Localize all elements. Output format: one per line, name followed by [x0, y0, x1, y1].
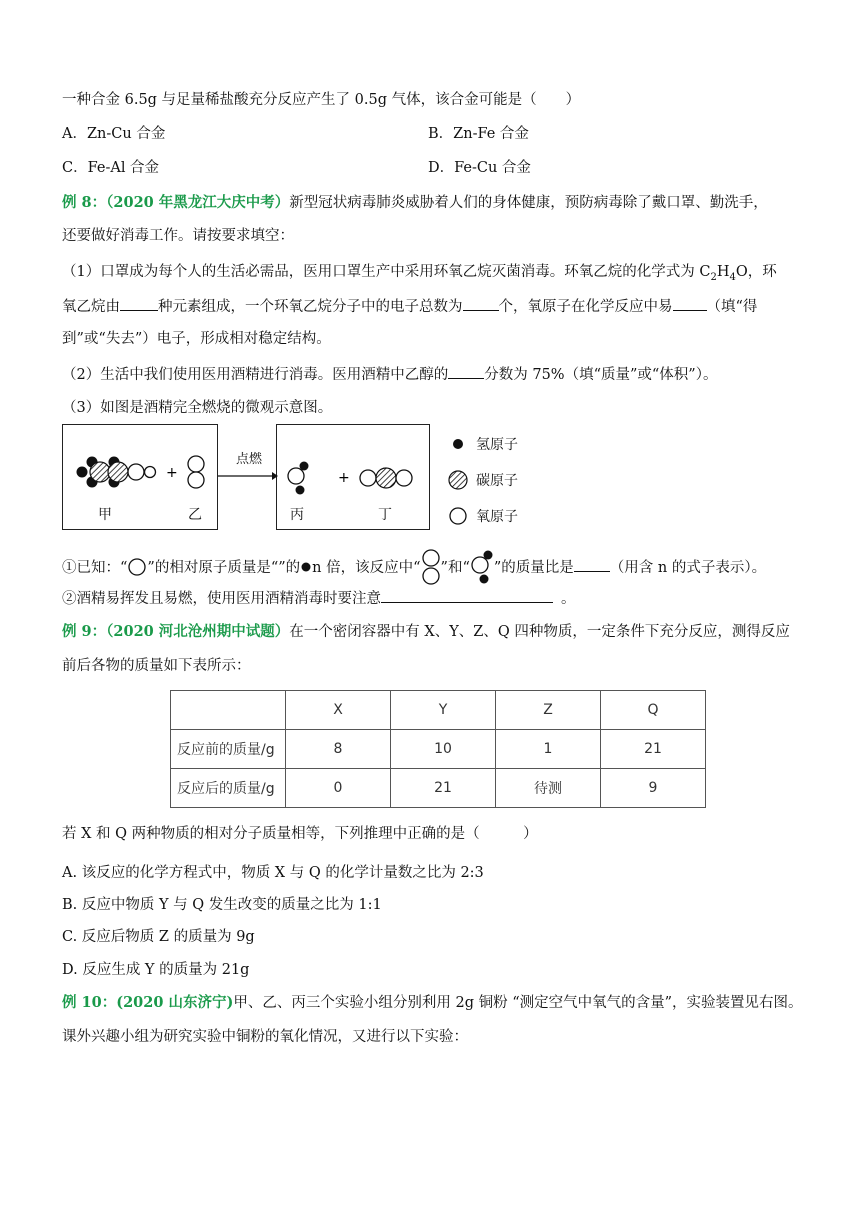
table-header-cell: X — [286, 691, 391, 730]
table-cell: 21 — [391, 769, 496, 808]
ex9-intro-line-2: 前后各物的质量如下表所示： — [62, 658, 251, 674]
table-cell: 待测 — [496, 769, 601, 808]
legend-oxygen: 氧原子 — [476, 509, 518, 525]
sub1-text-e: ”的质量比是 — [493, 560, 574, 576]
option-c: C．Fe-Al 合金 — [62, 160, 160, 176]
sub1-text-c: n 倍，该反应中“ — [312, 560, 421, 576]
hydrogen-atom-icon — [300, 560, 312, 574]
ex8-sub-1 — [62, 549, 766, 585]
label-ding: 丁 — [378, 507, 392, 523]
plus-sign: + — [166, 465, 178, 481]
ex8-q1-line-1 — [62, 262, 777, 288]
mass-table — [170, 690, 706, 808]
q1-text-b: O，环 — [735, 264, 777, 280]
q1-line2-d: （填“得 — [706, 299, 758, 315]
ex9-option-d: D. 反应生成 Y 的质量为 21g — [62, 962, 250, 978]
answer-blank[interactable] — [463, 296, 499, 311]
table-cell: 21 — [601, 730, 706, 769]
ethanol-molecule — [77, 457, 156, 488]
answer-blank[interactable] — [574, 557, 610, 572]
ex8-q1-line-2 — [62, 296, 757, 317]
q2-text-b: 分数为 75%（填“质量”或“体积”）。 — [484, 367, 718, 383]
q1-line2-b: 种元素组成，一个环氧乙烷分子中的电子总数为 — [158, 299, 463, 315]
ex10-label: 例 10：(2020 山东济宁) — [62, 994, 234, 1011]
legend-carbon: 碳原子 — [476, 473, 518, 489]
intro-question: 一种合金 6.5g 与足量稀盐酸充分反应产生了 0.5g 气体，该合金可能是（ ） — [62, 92, 581, 108]
q1-sub-1: 2 — [710, 271, 717, 283]
q1-line2-c: 个，氧原子在化学反应中易 — [498, 299, 673, 315]
table-cell: 0 — [286, 769, 391, 808]
ex9-option-c: C. 反应后物质 Z 的质量为 9g — [62, 929, 255, 945]
table-header-cell — [171, 691, 286, 730]
water-molecule-icon — [470, 549, 494, 585]
table-row — [171, 730, 706, 769]
oxygen-molecule — [188, 456, 204, 488]
sub1-text-f: （用含 n 的式子表示）。 — [609, 560, 767, 576]
q1-line2-a: 氧乙烷由 — [62, 299, 120, 315]
ex8-text-1: 新型冠状病毒肺炎威胁着人们的身体健康，预防病毒除了戴口罩、勤洗手， — [289, 195, 768, 211]
legend-hydrogen: 氢原子 — [476, 437, 518, 453]
arrow-label: 点燃 — [236, 452, 263, 467]
ex9-option-b: B. 反应中物质 Y 与 Q 发生改变的质量之比为 1:1 — [62, 897, 382, 913]
option-b: B．Zn-Fe 合金 — [428, 126, 529, 142]
sub1-text-d: ”和“ — [440, 560, 470, 576]
intro-options-row-2 — [62, 158, 531, 178]
table-cell: 8 — [286, 730, 391, 769]
ex8-intro-line-1 — [62, 193, 768, 213]
hydrogen-legend-icon — [453, 439, 463, 449]
sub1-text-b: ”的相对原子质量是“”的 — [147, 560, 301, 576]
ex9-label: 例 9：（2020 河北沧州期中试题） — [62, 623, 290, 640]
ex8-intro-line-2: 还要做好消毒工作。请按要求填空： — [62, 228, 294, 244]
oxygen-molecule-icon — [421, 549, 441, 585]
ex10-intro-line-1 — [62, 993, 803, 1013]
table-cell: 反应后的质量/g — [171, 769, 286, 808]
intro-options-row-1 — [62, 124, 529, 144]
table-row — [171, 769, 706, 808]
ex10-text-1: 甲、乙、丙三个实验小组分别利用 2g 铜粉 “测定空气中氧气的含量”，实验装置见右图。 — [233, 995, 803, 1011]
q2-text-a: （2）生活中我们使用医用酒精进行消毒。医用酒精中乙醇的 — [62, 367, 449, 383]
legend — [449, 439, 467, 524]
label-yi: 乙 — [188, 507, 202, 523]
table-header-cell: Y — [391, 691, 496, 730]
carbon-legend-icon — [449, 471, 467, 489]
label-jia: 甲 — [98, 507, 112, 523]
ex8-sub-2 — [62, 588, 576, 609]
reaction-diagram — [62, 424, 542, 534]
table-cell: 1 — [496, 730, 601, 769]
q1-mid: H — [716, 264, 730, 280]
option-d: D．Fe-Cu 合金 — [428, 160, 531, 176]
answer-blank[interactable] — [448, 364, 484, 379]
sub2-text-b: 。 — [561, 591, 576, 607]
ex8-q1-line-3: 到”或“失去”）电子，形成相对稳定结构。 — [62, 331, 331, 347]
oxygen-atom-icon — [127, 558, 147, 576]
oxygen-legend-icon — [450, 508, 466, 524]
option-a: A．Zn-Cu 合金 — [62, 126, 166, 142]
ex9-intro-line-1 — [62, 622, 790, 642]
q1-text-a: （1）口罩成为每个人的生活必需品，医用口罩生产中采用环氧乙烷灭菌消毒。环氧乙烷的化学式为 C — [62, 264, 711, 280]
ex9-question: 若 X 和 Q 两种物质的相对分子质量相等，下列推理中正确的是（ ） — [62, 826, 538, 842]
ex9-option-a: A. 该反应的化学方程式中，物质 X 与 Q 的化学计量数之比为 2:3 — [62, 865, 484, 881]
ex9-text-1: 在一个密闭容器中有 X、Y、Z、Q 四种物质，一定条件下充分反应，测得反应 — [289, 624, 790, 640]
water-molecule — [288, 462, 309, 495]
label-bing: 丙 — [290, 507, 304, 523]
answer-blank[interactable] — [673, 296, 707, 311]
table-header-cell: Z — [496, 691, 601, 730]
plus-sign: + — [338, 470, 350, 486]
table-cell: 10 — [391, 730, 496, 769]
answer-blank[interactable] — [120, 296, 158, 311]
sub2-text-a: ②酒精易挥发且易燃，使用医用酒精消毒时要注意 — [62, 591, 381, 607]
sub1-text-a: ①已知：“ — [62, 560, 128, 576]
ex8-q3: （3）如图是酒精完全燃烧的微观示意图。 — [62, 400, 333, 416]
ex8-label: 例 8：（2020 年黑龙江大庆中考） — [62, 194, 290, 211]
ex8-q2 — [62, 364, 717, 385]
answer-blank[interactable] — [381, 588, 553, 603]
ex10-intro-line-2: 课外兴趣小组为研究实验中铜粉的氧化情况，又进行以下实验： — [62, 1029, 468, 1045]
q1-sub-2: 4 — [729, 271, 736, 283]
co2-molecule — [360, 468, 412, 488]
table-header-row — [171, 691, 706, 730]
table-cell: 反应前的质量/g — [171, 730, 286, 769]
table-header-cell: Q — [601, 691, 706, 730]
table-cell: 9 — [601, 769, 706, 808]
